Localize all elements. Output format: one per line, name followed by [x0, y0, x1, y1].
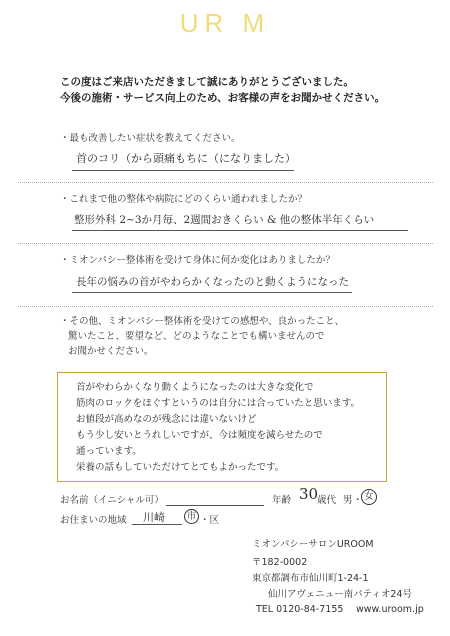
city-circled: 市: [184, 509, 199, 524]
comment-line-5: 通っています。: [76, 446, 142, 457]
question-3-label: ・ミオンパシー整体術を受けて身体に何か変化はありましたか？: [60, 255, 335, 266]
shop-address-2: 仙川アヴェニュー南パティオ24号: [268, 589, 412, 600]
comment-line-4: もう少し安いとうれしいですが、今は頻度を減らせたので: [76, 430, 323, 441]
shop-website: www.uroom.jp: [356, 604, 424, 615]
shop-address-1: 東京都調布市仙川町1-24-1: [252, 573, 369, 584]
answer-2-underline: [72, 230, 408, 231]
brand-logo: UR M: [179, 8, 271, 38]
comment-line-6: 栄養の話もしていただけてとてもよかったです。: [76, 462, 285, 473]
comment-line-1: 首がやわらかくなり動くようになったのは大きな変化で: [76, 382, 314, 393]
divider-2: [18, 243, 433, 244]
intro-line-1: この度はご来店いただきまして誠にありがとうございました。: [60, 76, 354, 88]
comment-line-2: 筋肉のロックをほぐすというのは自分には合っていたと思います。: [76, 398, 361, 409]
shop-tel: TEL 0120-84-7155: [256, 604, 344, 615]
age-value: 30: [299, 485, 319, 503]
question-4-line-1: ・その他、ミオンパシー整体術を受けての感想や、良かったこと、: [60, 316, 345, 327]
divider-3: [18, 306, 433, 307]
shop-name: ミオンパシーサロンUROOM: [252, 539, 374, 550]
address-label: お住まいの地域: [60, 515, 127, 526]
age-suffix: 歳代: [317, 495, 337, 506]
question-1-label: ・最も改善したい症状を教えてください。: [60, 133, 241, 144]
answer-1-underline: [72, 170, 294, 171]
answer-3-underline: [72, 292, 352, 293]
gender-female-circled: 女: [361, 489, 377, 505]
ward-label: ・区: [200, 515, 220, 526]
age-label: 年齢: [272, 495, 292, 506]
question-4-line-2: 驚いたこと、要望など、どのようなことでも構いませんので: [68, 331, 325, 342]
question-1-answer: 首のコリ（から頭痛もちに（になりました）: [76, 152, 296, 165]
intro-line-2: 今後の施術・サービス向上のため、お客様の声をお聞かせください。: [60, 92, 386, 104]
name-field-line: [166, 505, 264, 506]
intro-text: [60, 74, 385, 106]
question-2-label: ・これまで他の整体や病院にどのくらい通われましたか？: [60, 194, 308, 205]
gender-separator: ・: [353, 495, 363, 506]
question-4-label: [60, 314, 344, 359]
divider-1: [18, 182, 433, 183]
address-field-line: [132, 524, 182, 525]
comment-line-3: お値段が高めなのが残念には違いないけど: [76, 414, 257, 425]
gender-male: 男: [343, 495, 353, 506]
question-4-line-3: お聞かせください。: [68, 346, 154, 357]
question-3-answer: 長年の悩みの首がやわらかくなったのと動くようになった: [76, 276, 349, 288]
address-value: 川崎: [143, 511, 165, 524]
shop-postal: 〒182-0002: [252, 557, 308, 568]
name-label: お名前（イニシャル可）: [60, 495, 164, 506]
question-2-answer: 整形外科 2~3か月毎、2週間おきくらい & 他の整体半年くらい: [74, 214, 375, 226]
